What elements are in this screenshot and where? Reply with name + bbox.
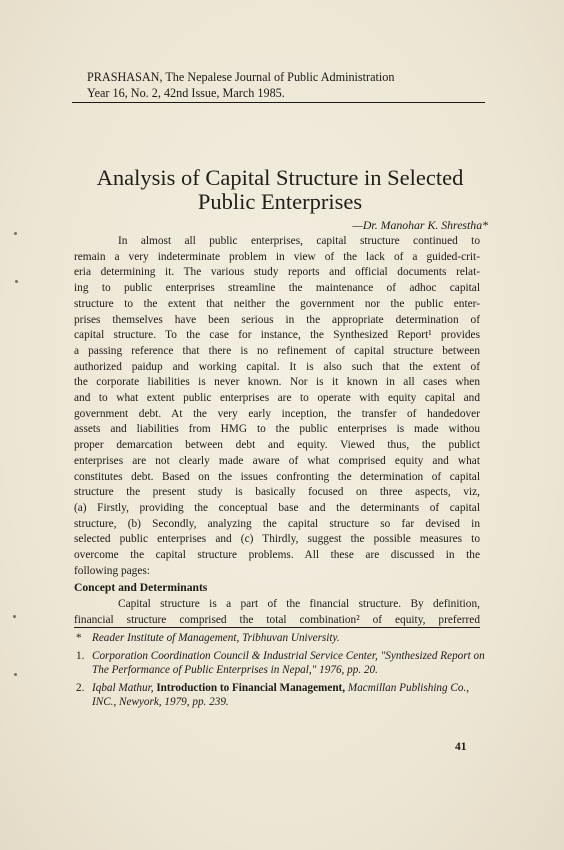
- text-line: prises themselves have been serious in the appropriate determination of: [74, 313, 480, 326]
- text-line: authorized paidup and working capital. It is also such that the extent of: [74, 360, 480, 373]
- concept-paragraph: [74, 597, 480, 628]
- text-line: the corporate liabilities is never known. Nor is it known in all cases when: [74, 376, 480, 389]
- text-line: capital structure. To the case for instance, the Synthesized Report¹ provides: [74, 329, 480, 342]
- journal-issue: Year 16, No. 2, 42nd Issue, March 1985.: [87, 86, 285, 100]
- journal-name: PRASHASAN, The Nepalese Journal of Public Administration: [87, 70, 395, 84]
- footnote-author-affiliation: [76, 631, 486, 646]
- footnote-text: Corporation Coordination Council & Industrial Service Center, "Synthesized Report on The Performance of Public Enterprises in Nepal," 1976, pp. 20.: [92, 649, 485, 677]
- text-line: ing to public enterprises streamline the maintenance of adhoc capital: [74, 282, 480, 295]
- text-line: overcome the capital structure problems. All these are discussed in the: [74, 549, 480, 562]
- text-line: eria determining it. The various study reports and official documents relat-: [74, 266, 480, 279]
- intro-paragraph: [74, 234, 480, 579]
- text-line: remain a very indeterminate problem in view of the lack of a guided-crit-: [74, 250, 480, 263]
- paper-speck: [15, 280, 18, 283]
- title-line-1: Analysis of Capital Structure in Selected: [96, 165, 464, 190]
- text-line: financial structure comprised the total combination² of equity, preferred: [74, 613, 480, 626]
- footnote-ref-author: Iqbal Mathur,: [92, 681, 154, 694]
- text-line: selected public enterprises and (c) Thirdly, suggest the possible measures to: [74, 533, 480, 546]
- text-line: and to what extent public enterprises are to operate with equity capital and: [74, 392, 480, 405]
- text-line: government debt. At the very early inception, the transfer of handedover: [74, 407, 480, 420]
- text-line: structure, (b) Secondly, analyzing the capital structure so far devised in: [74, 517, 480, 530]
- paper-speck: [14, 232, 17, 235]
- footnote-ref-publisher: Macmillan Publishing Co., INC., Newyork, 1979, pp. 239.: [92, 681, 470, 709]
- footnote-rule: [74, 627, 480, 628]
- text-line: (a) Firstly, providing the conceptual base and the determinants of capital: [74, 501, 480, 514]
- article-title: [40, 166, 520, 214]
- title-line-2: Public Enterprises: [197, 189, 363, 214]
- footnote-marker: 1.: [76, 649, 85, 662]
- footnote-marker: *: [76, 632, 82, 644]
- section-heading: Concept and Determinants: [74, 581, 208, 594]
- text-line: constitutes debt. Based on the issues confronting the determination of capital: [74, 470, 480, 483]
- text-line: assets and liabilities from HMG to the public enterprises is made withou: [74, 423, 480, 436]
- journal-header: [87, 69, 487, 101]
- paper-speck: [13, 615, 16, 618]
- text-line: In almost all public enterprises, capital structure continued to: [118, 235, 480, 247]
- page-number: 41: [455, 741, 467, 753]
- text-line: structure to the extent that neither the government nor the public enter-: [74, 297, 480, 310]
- header-rule: [72, 102, 485, 103]
- text-line: Capital structure is a part of the financial structure. By definition,: [118, 598, 480, 610]
- article-author: —Dr. Manohar K. Shrestha*: [352, 218, 488, 232]
- footnotes: [76, 631, 486, 713]
- text-line: structure the present study is basically focused on three aspects, viz,: [74, 486, 480, 499]
- text-line: following pages:: [74, 564, 150, 577]
- footnote-1: [76, 649, 486, 678]
- paper-speck: [14, 673, 17, 676]
- text-line: enterprises are not clearly made aware of what comprised equity and what: [74, 454, 480, 467]
- footnote-2: [76, 681, 486, 710]
- footnote-text: Reader Institute of Management, Tribhuvan University.: [92, 632, 340, 644]
- footnote-ref-book: Introduction to Financial Management,: [156, 681, 346, 694]
- text-line: proper demarcation between debt and equity. Viewed thus, the publict: [74, 439, 480, 452]
- text-line: a passing reference that there is no refinement of capital structure between: [74, 344, 480, 357]
- footnote-marker: 2.: [76, 681, 85, 694]
